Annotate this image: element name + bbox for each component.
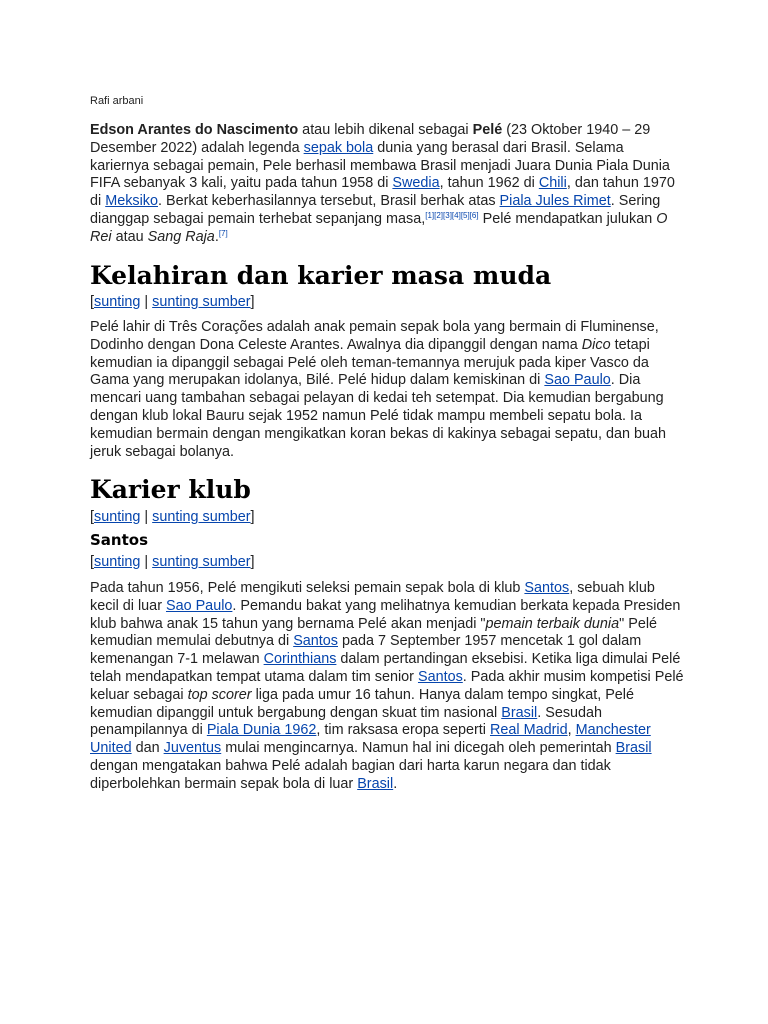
text: ,	[567, 722, 576, 739]
link-piala-dunia-1962[interactable]: Piala Dunia 1962	[206, 722, 317, 739]
link-swedia[interactable]: Swedia	[392, 175, 440, 192]
italic-dico: Dico	[581, 336, 611, 353]
link-juventus[interactable]: Juventus	[163, 740, 222, 757]
bold-full-name: Edson Arantes do Nascimento	[90, 122, 299, 138]
text: mulai mengincarnya. Namun hal ini dicegah oleh pemerintah	[221, 740, 616, 757]
text: tetapi kemudian ia dipanggil sebagai Pelé oleh teman-temannya merujuk pada kiper Vasco da Gama yang merupakan idolanya, Bilé. Pelé hidup dalam kemiskinan di	[90, 336, 650, 389]
bracket: [	[90, 554, 94, 570]
link-meksiko[interactable]: Meksiko	[105, 193, 158, 210]
sunting-sumber-link[interactable]: sunting sumber	[152, 554, 251, 570]
text: . Pada akhir musim kompetisi Pelé keluar sebagai	[90, 668, 684, 703]
text: " Pelé kemudian memulai debutnya di	[90, 615, 658, 650]
text: . Sesudah penampilannya di	[90, 704, 603, 739]
text: . Berkat keberhasilannya tersebut, Brasil berhak atas	[157, 193, 500, 210]
reference-link-7[interactable]: [7]	[218, 228, 228, 238]
bracket: [	[90, 294, 94, 310]
reference-links[interactable]: [1][2][3][4][5][6]	[425, 210, 479, 220]
text: Pada tahun 1956, Pelé mengikuti seleksi pemain sepak bola di klub	[90, 580, 525, 596]
edit-links-section2	[90, 509, 255, 527]
section-heading-karier-klub: Karier klub	[90, 475, 251, 504]
link-santos[interactable]: Santos	[417, 668, 463, 685]
italic-o-rei: O Rei	[90, 210, 668, 245]
text: , tim raksasa eropa seperti	[316, 722, 490, 739]
sunting-link[interactable]: sunting	[94, 554, 141, 570]
bracket: ]	[250, 554, 255, 570]
text: , tahun 1962 di	[439, 175, 539, 192]
bracket: ]	[250, 294, 255, 310]
link-sepak-bola[interactable]: sepak bola	[303, 139, 374, 156]
italic-top-scorer: top scorer	[187, 686, 252, 703]
bold-pele: Pelé	[472, 122, 503, 138]
text: liga pada umur 16 tahun. Hanya dalam tempo singkat, Pelé kemudian dipanggil untuk bergabung dengan skuat tim nasional	[90, 686, 634, 721]
text: atau	[111, 228, 148, 245]
separator: |	[140, 509, 153, 525]
italic-pemain-terbaik: pemain terbaik dunia	[485, 615, 620, 632]
text: .	[393, 775, 398, 792]
sunting-link[interactable]: sunting	[94, 294, 141, 310]
link-chili[interactable]: Chili	[538, 175, 567, 192]
bracket: [	[90, 509, 94, 525]
text: . Dia mencari uang tambahan sebagai pelayan di kedai teh setempat. Dia kemudian bergabung dengan klub lokal Bauru sejak 1952 namun Pelé tidak mampu membeli sepatu bola. Ia kemudian bermain dengan mengikatkan koran bekas di kakinya sebagai sepatu, dan buah jeruk sebagai bolanya.	[90, 372, 667, 460]
link-santos[interactable]: Santos	[524, 580, 570, 596]
italic-sang-raja: Sang Raja	[147, 228, 215, 245]
separator: |	[140, 294, 153, 310]
link-brasil[interactable]: Brasil	[615, 740, 652, 757]
link-santos[interactable]: Santos	[293, 633, 338, 650]
text: , dan tahun 1970 di	[90, 175, 675, 210]
text: dunia yang berasal dari Brasil. Selama kariernya sebagai pemain, Pele berhasil membawa Brasil menjadi Juara Dunia Piala Dunia FIFA sebanyak 3 kali, yaitu pada tahun 1958 di	[90, 139, 670, 192]
text: pada 7 September 1957 mencetak 1 gol dalam kemenangan 7-1 melawan	[90, 633, 642, 668]
text: (23 Oktober 1940 – 29 Desember 2022) adalah legenda	[90, 122, 651, 156]
section1-paragraph	[90, 319, 686, 461]
text: . Pemandu bakat yang melihatnya kemudian berkata kepada Presiden klub bahwa anak 15 tahun yang bernama Pelé akan menjadi "	[90, 597, 681, 632]
text: .	[214, 228, 219, 245]
text: , sebuah klub kecil di luar	[90, 580, 655, 614]
text: dalam pertandingan eksebisi. Ketika liga dimulai Pelé telah mendapatkan tempat utama dalam tim senior	[90, 651, 681, 685]
edit-links-section1	[90, 294, 255, 312]
section-heading-kelahiran: Kelahiran dan karier masa muda	[90, 261, 552, 290]
text: Pelé lahir di Três Corações adalah anak pemain sepak bola yang bermain di Fluminense, Dodinho dengan Dona Celeste Arantes. Awalnya dia dipanggil dengan nama	[90, 319, 659, 353]
link-corinthians[interactable]: Corinthians	[263, 651, 337, 668]
sunting-sumber-link[interactable]: sunting sumber	[152, 294, 251, 310]
link-manchester-united[interactable]: Manchester United	[90, 722, 651, 757]
bracket: ]	[250, 509, 255, 525]
text: . Sering dianggap sebagai pemain terhebat sepanjang masa,	[90, 193, 661, 227]
link-sao-paulo[interactable]: Sao Paulo	[544, 372, 611, 389]
santos-paragraph	[90, 580, 686, 794]
author-name: Rafi arbani	[90, 95, 144, 107]
text: atau lebih dikenal sebagai	[298, 122, 473, 138]
intro-paragraph	[90, 122, 686, 247]
text: dan	[131, 740, 164, 757]
sunting-sumber-link[interactable]: sunting sumber	[152, 509, 251, 525]
separator: |	[140, 554, 153, 570]
sunting-link[interactable]: sunting	[94, 509, 141, 525]
link-brasil[interactable]: Brasil	[501, 704, 538, 721]
subheading-santos: Santos	[90, 531, 149, 549]
text: dengan mengatakan bahwa Pelé adalah bagian dari harta karun negara dan tidak diperbolehkan bermain sepak bola di luar	[90, 757, 611, 792]
link-brasil[interactable]: Brasil	[357, 775, 394, 792]
link-piala-jules-rimet[interactable]: Piala Jules Rimet	[499, 193, 611, 210]
edit-links-santos	[90, 554, 255, 572]
text: Pelé mendapatkan julukan	[478, 210, 657, 227]
link-sao-paulo[interactable]: Sao Paulo	[165, 597, 233, 614]
link-real-madrid[interactable]: Real Madrid	[489, 722, 568, 739]
